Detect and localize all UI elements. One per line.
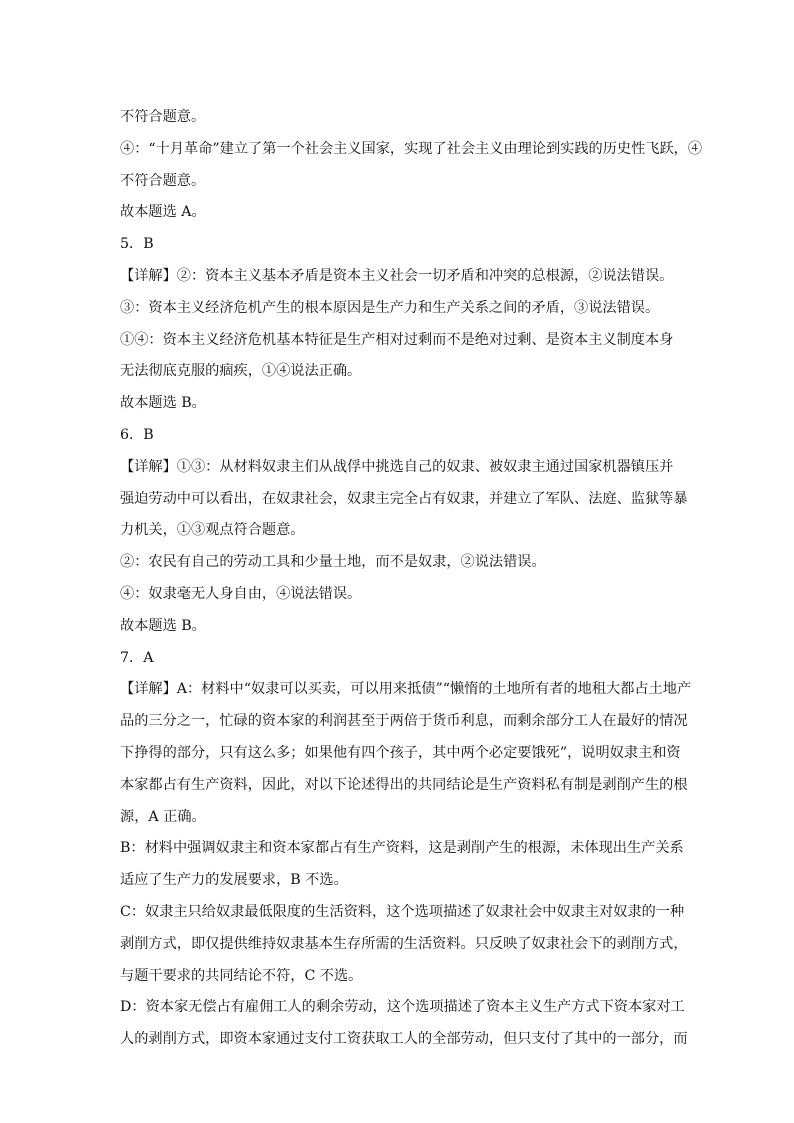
text-line: 品的三分之一，忙碌的资本家的利润甚至于两倍于货币利息，而剩余部分工人在最好的情况: [120, 713, 688, 730]
text-line: 剥削方式，即仅提供维持奴隶基本生存所需的生活资料。只反映了奴隶社会下的剥削方式，: [120, 935, 688, 952]
text-line: 与题干要求的共同结论不符，C 不选。: [120, 967, 363, 984]
text-line: ④：“十月革命”建立了第一个社会主义国家，实现了社会主义由理论到实践的历史性飞跃，④: [120, 140, 703, 157]
text-line: D：资本家无偿占有雇佣工人的剩余劳动，这个选项描述了资本主义生产方式下资本家对工: [120, 999, 685, 1016]
text-line: C：奴隶主只给奴隶最低限度的生活资料，这个选项描述了奴隶社会中奴隶主对奴隶的一种: [120, 903, 685, 920]
text-line: 故本题选 B。: [120, 395, 206, 412]
text-line: 人的剥削方式，即资本家通过支付工资获取工人的全部劳动，但只支付了其中的一部分，而: [120, 1031, 688, 1048]
text-line: ③：资本主义经济危机产生的根本原因是生产力和生产关系之间的矛盾，③说法错误。: [120, 299, 660, 316]
document-body: [120, 102, 705, 1056]
answer-heading: 7．A: [120, 649, 154, 666]
text-line: 强迫劳动中可以看出，在奴隶社会，奴隶主完全占有奴隶，并建立了军队、法庭、监狱等暴: [120, 490, 688, 507]
text-line: B：材料中强调奴隶主和资本家都占有生产资料，这是剥削产生的根源，未体现出生产关系: [120, 840, 684, 857]
text-line: 【详解】A：材料中“奴隶可以买卖，可以用来抵债”“懒惰的土地所有者的地租大都占土地产: [120, 681, 692, 698]
text-line: 本家都占有生产资料，因此，对以下论述得出的共同结论是生产资料私有制是剥削产生的根: [120, 776, 688, 793]
text-line: ④：奴隶毫无人身自由，④说法错误。: [120, 585, 362, 602]
text-line: 故本题选 B。: [120, 617, 206, 634]
text-line: 不符合题意。: [120, 172, 206, 189]
text-line: 故本题选 A。: [120, 204, 206, 221]
answer-heading: 6．B: [120, 426, 154, 443]
text-line: 【详解】①③：从材料奴隶主们从战俘中挑选自己的奴隶、被奴隶主通过国家机器镇压并: [120, 458, 674, 475]
text-line: 力机关，①③观点符合题意。: [120, 522, 305, 539]
answer-heading: 5．B: [120, 236, 154, 253]
text-line: 下挣得的部分，只有这么多；如果他有四个孩子，其中两个必定要饿死”，说明奴隶主和资: [120, 744, 681, 761]
text-line: 适应了生产力的发展要求，B 不选。: [120, 872, 348, 889]
text-line: 不符合题意。: [120, 109, 206, 125]
text-line: 无法彻底克服的痼疾，①④说法正确。: [120, 363, 362, 380]
text-line: 【详解】②：资本主义基本矛盾是资本主义社会一切矛盾和冲突的总根源，②说法错误。: [120, 267, 674, 284]
text-line: ①④：资本主义经济危机基本特征是生产相对过剩而不是绝对过剩、是资本主义制度本身: [120, 331, 674, 348]
text-line: 源，A 正确。: [120, 808, 206, 825]
text-line: ②：农民有自己的劳动工具和少量土地，而不是奴隶，②说法错误。: [120, 554, 546, 571]
